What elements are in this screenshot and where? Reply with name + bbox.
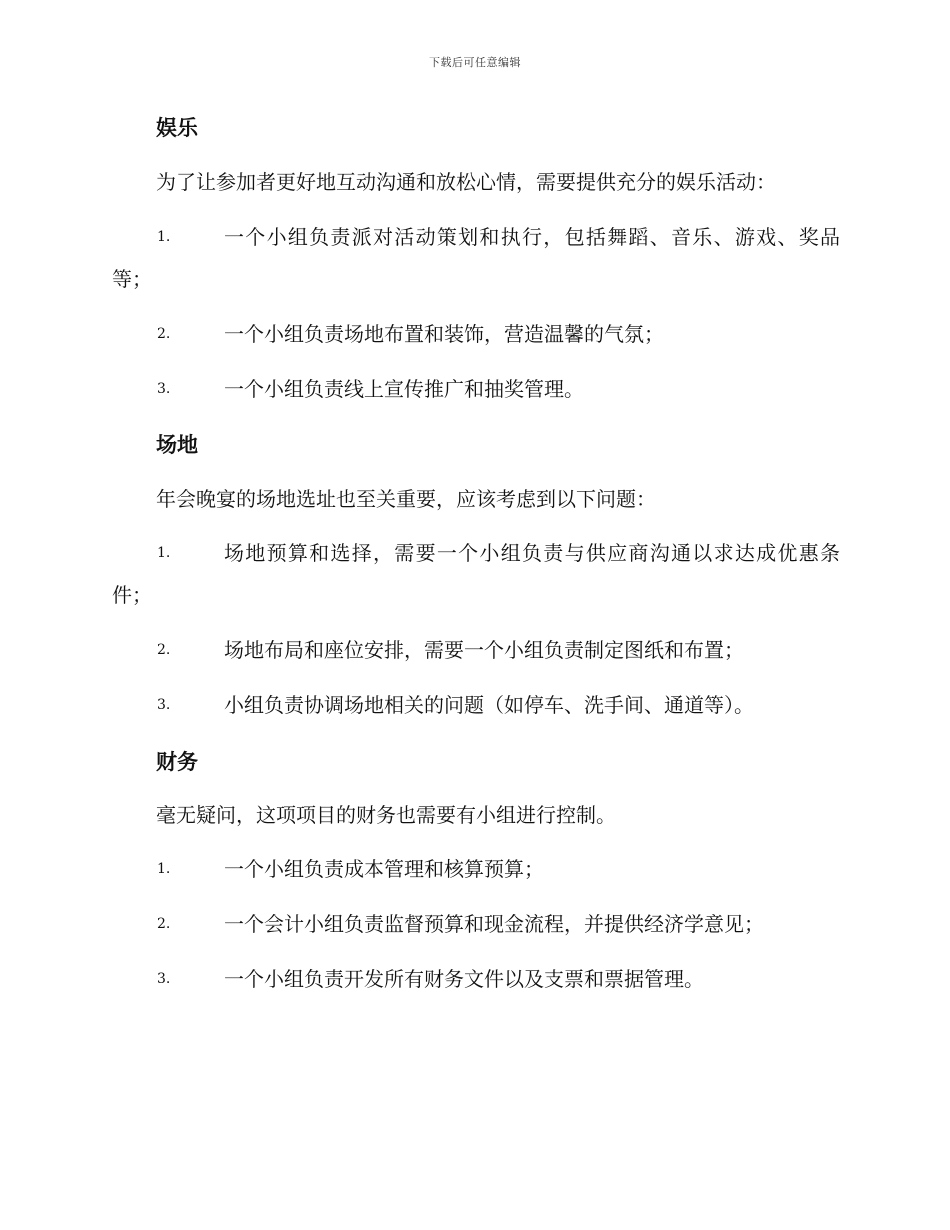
list-item [112,313,840,355]
list-number: 2. [157,916,171,932]
list-number: 2. [157,326,171,342]
list-text: 场地预算和选择，需要一个小组负责与供应商沟通以求达成优惠条件； [112,541,840,607]
list-number: 1. [157,861,171,877]
header-note: 下载后可任意编辑 [429,56,521,69]
list-number: 3. [157,971,171,987]
list-number: 3. [157,381,171,397]
list-number: 2. [157,642,171,658]
section-heading-finance: 财务 [156,750,198,774]
list-item [112,848,840,890]
list-text: 一个会计小组负责监督预算和现金流程，并提供经济学意见； [224,912,764,936]
list-text: 一个小组负责场地布置和装饰，营造温馨的气氛； [224,322,664,346]
list-item [112,216,840,300]
list-item [112,532,840,616]
list-item [112,684,840,726]
list-item [112,629,840,671]
list-item [112,903,840,945]
list-number: 1. [157,545,171,561]
list-number: 1. [157,229,171,245]
section-heading-entertainment: 娱乐 [156,116,198,140]
section-intro-venue: 年会晚宴的场地选址也至关重要，应该考虑到以下问题： [156,487,656,511]
list-text: 一个小组负责线上宣传推广和抽奖管理。 [224,377,584,401]
list-text: 一个小组负责开发所有财务文件以及支票和票据管理。 [224,967,704,991]
section-intro-entertainment: 为了让参加者更好地互动沟通和放松心情，需要提供充分的娱乐活动： [156,170,776,194]
list-item [112,958,840,1000]
list-number: 3. [157,697,171,713]
list-text: 场地布局和座位安排，需要一个小组负责制定图纸和布置； [224,638,744,662]
section-intro-finance: 毫无疑问，这项项目的财务也需要有小组进行控制。 [156,803,616,827]
list-text: 小组负责协调场地相关的问题（如停车、洗手间、通道等）。 [224,693,754,717]
list-text: 一个小组负责派对活动策划和执行，包括舞蹈、音乐、游戏、奖品等； [112,225,840,291]
list-item [112,368,840,410]
section-heading-venue: 场地 [156,433,198,457]
list-text: 一个小组负责成本管理和核算预算； [224,857,544,881]
